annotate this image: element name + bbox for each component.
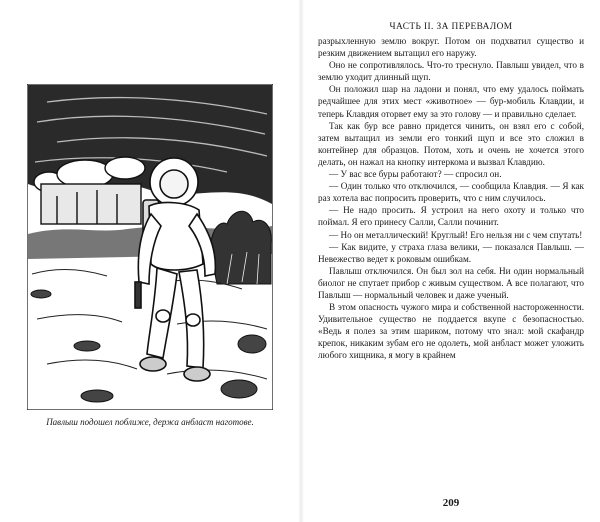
paragraph: разрыхленную землю вокруг. Потом он подхватил существо и резким движением вытащил его наружу.: [318, 36, 584, 59]
book-gutter: [298, 0, 304, 522]
paragraph: Он положил шар на ладони и понял, что ему удалось поймать редчайшее для этих мест «животное» — бур-мобиль Клавдии, и теперь Клавдия оторвет ему за это голову — и правильно сделает.: [318, 84, 584, 119]
page-number: 209: [442, 497, 460, 509]
paragraph: Так как бур все равно придется чинить, он взял его с собой, затем вытащил из земли его тонкий щуп и все это сложил в контейнер для образцов. Потом, хоть и очень не хочется этого делать, он нажал на кнопку интеркома и вызвал Клавдию.: [318, 120, 584, 167]
paragraph: — Не надо просить. Я устроил на него охоту и только что поймал. Я его принесу Салли, Салли починит.: [318, 205, 584, 228]
paragraph: — Но он металлический! Круглый! Его нельзя ни с чем спутать!: [329, 229, 583, 240]
paragraph: В этом опасность чужого мира и собственной настороженности. Удивительное существо не поддается вкупе с безопасностью. «Ведь я полез за этим шариком, потому что знал: мой скафандр крепок, никаким зубам его не одолеть, мой анбласт может уложить любого хищника, я могу в крайнем: [318, 302, 584, 361]
astronaut-illustration: [27, 84, 273, 410]
body-text: [318, 35, 584, 362]
paragraph: Павлыш отключился. Он был зол на себя. Ни один нормальный биолог не спутает прибор с живым существом. А все полагают, что Павлыш — нормальный человек и даже ученый.: [318, 265, 584, 300]
running-header: ЧАСТЬ II. ЗА ПЕРЕВАЛОМ: [389, 22, 513, 32]
illustration-caption: Павлыш подошел поближе, держа анбласт наготове.: [46, 417, 254, 427]
paragraph: — Один только что отключился, — сообщила Клавдия. — Я как раз хотела вас попросить проверить, что с ним случилось.: [318, 181, 584, 204]
paragraph: — Как видите, у страха глаза велики, — показался Павлыш. — Невежество ведет к роковым ошибкам.: [318, 241, 584, 264]
paragraph: Оно не сопротивлялось. Что-то треснуло. Павлыш увидел, что в землю уходит длинный щуп.: [318, 60, 584, 83]
paragraph: — У вас все буры работают? — спросил он.: [329, 169, 502, 180]
